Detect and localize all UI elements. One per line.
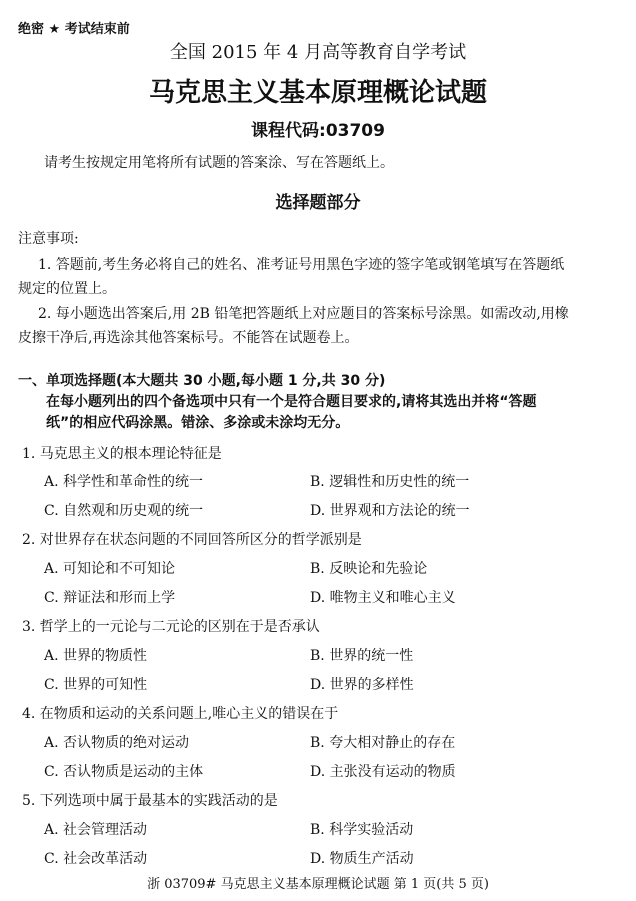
page-footer: 浙 03709# 马克思主义基本原理概论试题 第 1 页(共 5 页)	[147, 877, 489, 892]
note-2-line-2: 皮擦干净后,再选涂其他答案标号。不能答在试题卷上。	[18, 330, 359, 346]
question-2-option-a: A. 可知论和不可知论	[44, 561, 176, 577]
note-1-line-2: 规定的位置上。	[18, 281, 116, 297]
question-4-option-d: D. 主张没有运动的物质	[310, 764, 456, 780]
question-5-option-b: B. 科学实验活动	[310, 822, 414, 838]
question-4-option-a: A. 否认物质的绝对运动	[44, 735, 190, 751]
note-1-line-1: 1. 答题前,考生务必将自己的姓名、准考证号用黑色字迹的签字笔或钢笔填写在答题纸	[38, 257, 565, 273]
confidential-label: 绝密 ★ 考试结束前	[18, 22, 130, 37]
question-4-stem: 4. 在物质和运动的关系问题上,唯心主义的错误在于	[22, 706, 339, 722]
answer-instruction: 请考生按规定用笔将所有试题的答案涂、写在答题纸上。	[44, 155, 394, 171]
course-code: 课程代码:03709	[251, 121, 385, 141]
question-1-stem: 1. 马克思主义的根本理论特征是	[22, 446, 222, 462]
question-1-option-a: A. 科学性和革命性的统一	[44, 474, 204, 490]
question-3-option-b: B. 世界的统一性	[310, 648, 414, 664]
question-1-option-d: D. 世界观和方法论的统一	[310, 503, 470, 519]
section-title: 选择题部分	[275, 193, 361, 213]
question-3-option-a: A. 世界的物质性	[44, 648, 148, 664]
question-1-option-c: C. 自然观和历史观的统一	[44, 503, 204, 519]
question-3-option-d: D. 世界的多样性	[310, 677, 414, 693]
question-3-stem: 3. 哲学上的一元论与二元论的区别在于是否承认	[22, 619, 320, 635]
note-2-line-1: 2. 每小题选出答案后,用 2B 铅笔把答题纸上对应题目的答案标号涂黑。如需改动,用橡	[38, 306, 569, 322]
question-2-stem: 2. 对世界存在状态问题的不同回答所区分的哲学派别是	[22, 532, 362, 548]
notes-heading: 注意事项:	[18, 231, 79, 247]
exam-title: 全国 2015 年 4 月高等教育自学考试	[169, 42, 467, 63]
question-5-stem: 5. 下列选项中属于最基本的实践活动的是	[22, 793, 278, 809]
question-4-option-c: C. 否认物质是运动的主体	[44, 764, 204, 780]
question-5-option-c: C. 社会改革活动	[44, 851, 148, 867]
question-5-option-a: A. 社会管理活动	[44, 822, 148, 838]
question-2-option-d: D. 唯物主义和唯心主义	[310, 590, 456, 606]
question-3-option-c: C. 世界的可知性	[44, 677, 148, 693]
question-2-option-b: B. 反映论和先验论	[310, 561, 428, 577]
part-1-heading: 一、单项选择题(本大题共 30 小题,每小题 1 分,共 30 分)	[18, 373, 386, 389]
question-2-option-c: C. 辩证法和形而上学	[44, 590, 176, 606]
question-5-option-d: D. 物质生产活动	[310, 851, 414, 867]
question-1-option-b: B. 逻辑性和历史性的统一	[310, 474, 470, 490]
part-1-instruction-line-2: 纸”的相应代码涂黑。错涂、多涂或未涂均无分。	[46, 415, 350, 431]
part-1-instruction-line-1: 在每小题列出的四个备选项中只有一个是符合题目要求的,请将其选出并将“答题	[46, 394, 537, 410]
question-4-option-b: B. 夸大相对静止的存在	[310, 735, 456, 751]
subject-title: 马克思主义基本原理概论试题	[148, 78, 487, 108]
